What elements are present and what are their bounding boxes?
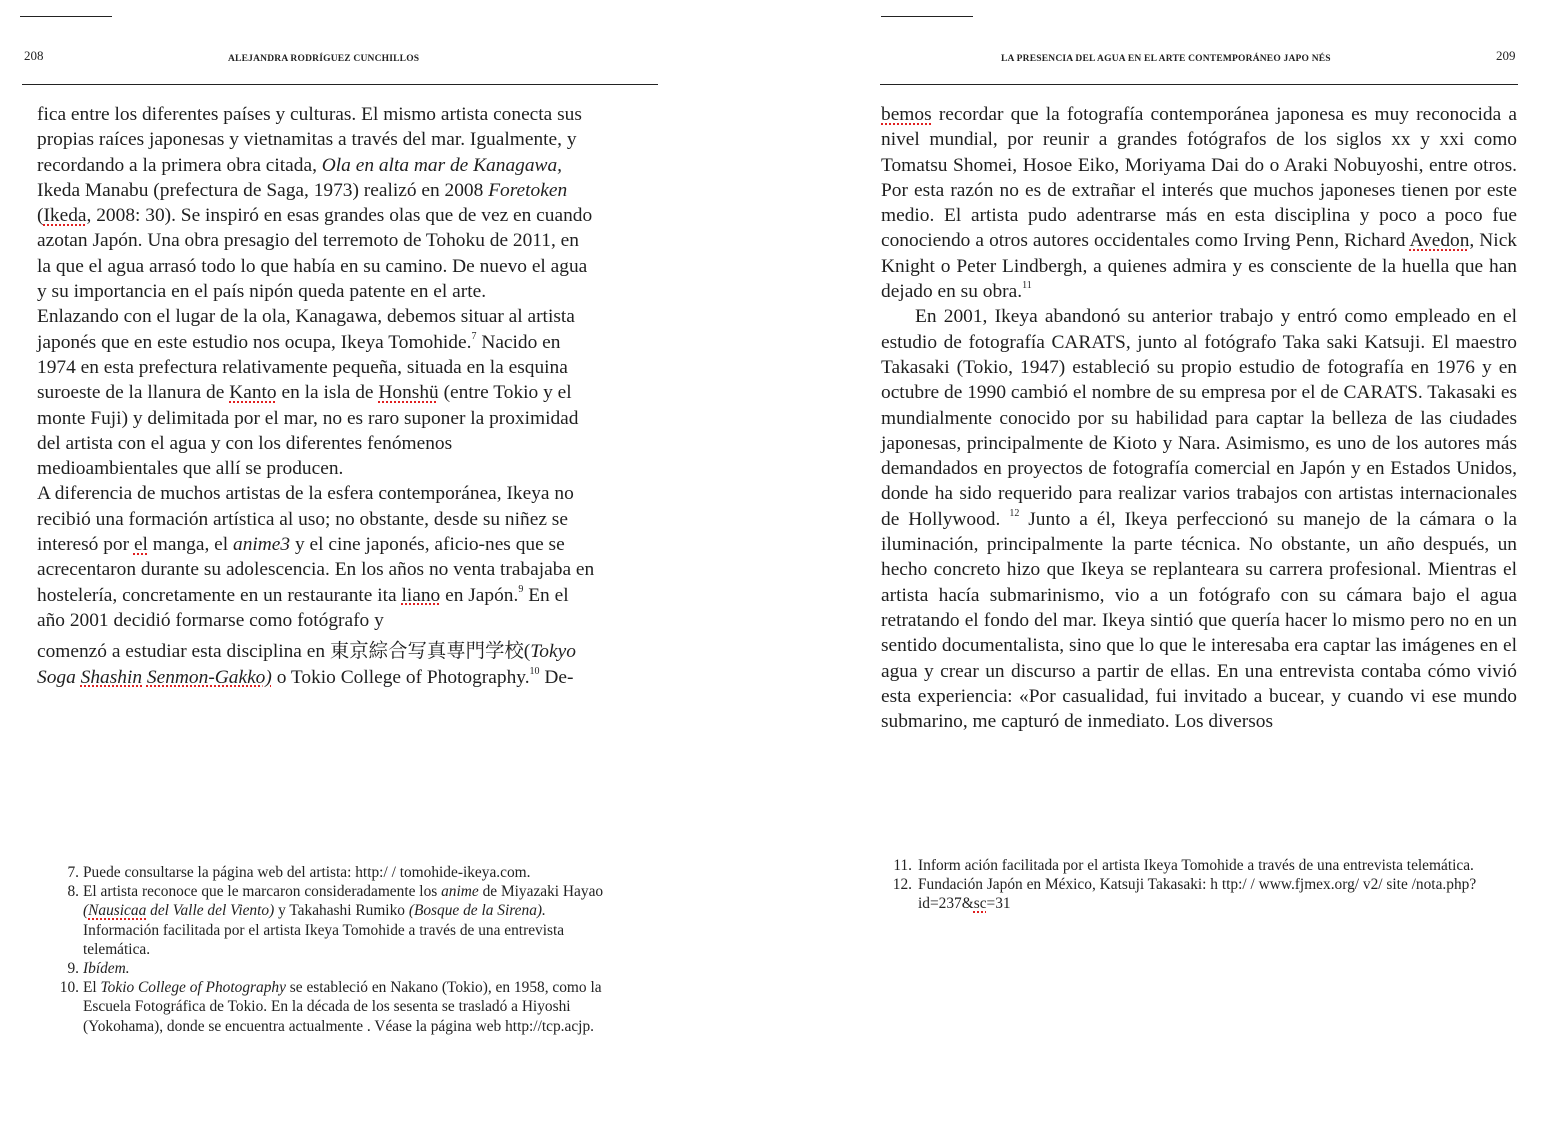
paragraph: Enlazando con el lugar de la ola, Kanagawa, debemos situar al artista japonés que en este estudio nos ocupa, Ikeya Tomohide.$^7$ Nacido en 1974 en esta prefectura relativamente pequeña, situada en la esquina suroeste de la llanura de Kanto en la isla de Honshü (entre Tokio y el monte Fuji) y delimitada por el mar, no es raro suponer la proximidad del artista con el agua y con los diferentes fenómenos medioambientales que allí se producen.: [37, 306, 579, 480]
paragraph: comenzó a estudiar esta disciplina en 東京綜合写真専門学校(Tokyo Soga Shashin Senmon-Gakko) o Tokio College of Photography.$^{10}$ De-: [37, 641, 576, 688]
footnotes: [60, 863, 608, 1036]
paragraph: bemos recordar que la fotografía contemporánea japonesa es muy reconocida a nivel mundial, por reunir a grandes fotógrafos de los siglos xx y xxi como Tomatsu Shomei, Hosoe Eiko, Moriyama Dai do o Araki Nobuyoshi, entre otros. Por esta razón no es de extrañar el interés que muchos japoneses tienen por este medio. El artista pudo adentrarse más en esta disciplina y poco a poco fue conociendo a otros autores occidentales como Irving Penn, Richard Avedon, Nick Knight o Peter Lindbergh, a quienes admira y es consciente de la huella que han dejado en su obra.$^{11}$: [881, 104, 1517, 303]
footnote: 8. El artista reconoce que le marcaron consideradamente los anime de Miyazaki Hayao (Nausicaa del Valle del Viento) y Takahashi Rumiko (Bosque de la Sirena). Información facilitada por el artista Ikeya Tomohide a través de una entrevista telemática.: [67, 883, 604, 958]
page-number: 209: [1496, 48, 1516, 63]
top-short-rule: [881, 16, 973, 17]
running-head: LA PRESENCIA DEL AGUA EN EL ARTE CONTEMPORÁNEO JAPO NÉS: [1001, 54, 1331, 64]
paragraph: A diferencia de muchos artistas de la esfera contemporánea, Ikeya no recibió una formación artística al uso; no obstante, desde su niñez se interesó por el manga, el anime3 y el cine japonés, aficio-nes que se acrecentaron durante su adolescencia. En los años no venta trabajaba en hostelería, concretamente en un restaurante ita liano en Japón.$^9$ En el año 2001 decidió formarse como fotógrafo y: [37, 483, 595, 631]
footnote: 11. Inform ación facilitada por el artista Ikeya Tomohide a través de una entrevista telemática.: [893, 857, 1474, 874]
footnote-ref[interactable]: 12: [1009, 507, 1020, 519]
footnote: 7. Puede consultarse la página web del artista: http:/ / tomohide-ikeya.com.: [67, 864, 531, 881]
header-rule: [22, 84, 658, 85]
left-page: [0, 0, 780, 1122]
footnote: 10. El Tokio College of Photography se estableció en Nakano (Tokio), en 1958, como la Escuela Fotográfica de Tokio. En la década de los sesenta se trasladó a Hiyoshi (Yokohama), donde se encuentra actualmente . Véase la página web http://tcp.acjp.: [59, 979, 602, 1035]
header-rule: [880, 84, 1518, 85]
footnote-ref[interactable]: 9: [518, 583, 524, 595]
right-page: [780, 0, 1561, 1122]
paragraph: fica entre los diferentes países y culturas. El mismo artista conecta sus propias raíces japonesas y vietnamitas a través del mar. Igualmente, y recordando a la primera obra citada, Ola en alta mar de Kanagawa, Ikeda Manabu (prefectura de Saga, 1973) realizó en 2008 Foretoken (Ikeda, 2008: 30). Se inspiró en esas grandes olas que de vez en cuando azotan Japón. Una obra presagio del terremoto de Tohoku de 2011, en la que el agua arrasó todo lo que había en su camino. De nuevo el agua y su importancia en el país nipón queda patente en el arte.: [37, 104, 593, 303]
running-head: ALEJANDRA RODRÍGUEZ CUNCHILLOS: [228, 54, 420, 64]
body-text: [37, 102, 597, 690]
top-short-rule: [20, 16, 112, 17]
footnote: 9. Ibídem.: [67, 960, 130, 978]
footnotes: [890, 856, 1516, 914]
footnote-ref[interactable]: 10: [529, 665, 540, 677]
body-text: [881, 102, 1517, 734]
page-number: 208: [24, 48, 44, 63]
paragraph: En 2001, Ikeya abandonó su anterior trabajo y entró como empleado en el estudio de fotografía CARATS, junto al fotógrafo Taka saki Katsuji. El maestro Takasaki (Tokio, 1947) estableció su propio estudio de fotografía en 1976 y en octubre de 1990 cambió el nombre de su empresa por el de CARATS. Takasaki es mundialmente conocido por su habilidad para captar la belleza de las ciudades japonesas, principalmente de Kioto y Nara. Asimismo, es uno de los autores más demandados en proyectos de fotografía comercial en Japón y en Estados Unidos, donde ha sido requerido para realizar varios trabajos con artistas internacionales de Hollywood. $^{12}$ Junto a él, Ikeya perfeccionó su manejo de la cámara o la iluminación, principalmente la parte técnica. No obstante, un año después, un hecho concreto hizo que Ikeya se replanteara su carrera profesional. Mientras el artista hacía submarinismo, vio a un fotógrafo con su cámara bajo el agua retratando el fondo del mar. Ikeya sintió que quería hacer lo mismo pero no en un sentido documentalista, sino que lo que le interesaba era captar las imágenes en el agua y crear un discurso a partir de ellas. En una entrevista contaba cómo vivió esta experiencia: «Por casualidad, fui invitado a bucear, y cuando vi ese mundo submarino, me capturó de inmediato. Los diversos: [881, 306, 1517, 733]
footnote-ref[interactable]: 7: [471, 330, 477, 342]
footnote-ref[interactable]: 11: [1022, 280, 1032, 292]
footnote: 12. Fundación Japón en México, Katsuji Takasaki: h ttp:/ / www.fjmex.org/ v2/ site /nota.php?id=237&sc=31: [892, 876, 1477, 913]
